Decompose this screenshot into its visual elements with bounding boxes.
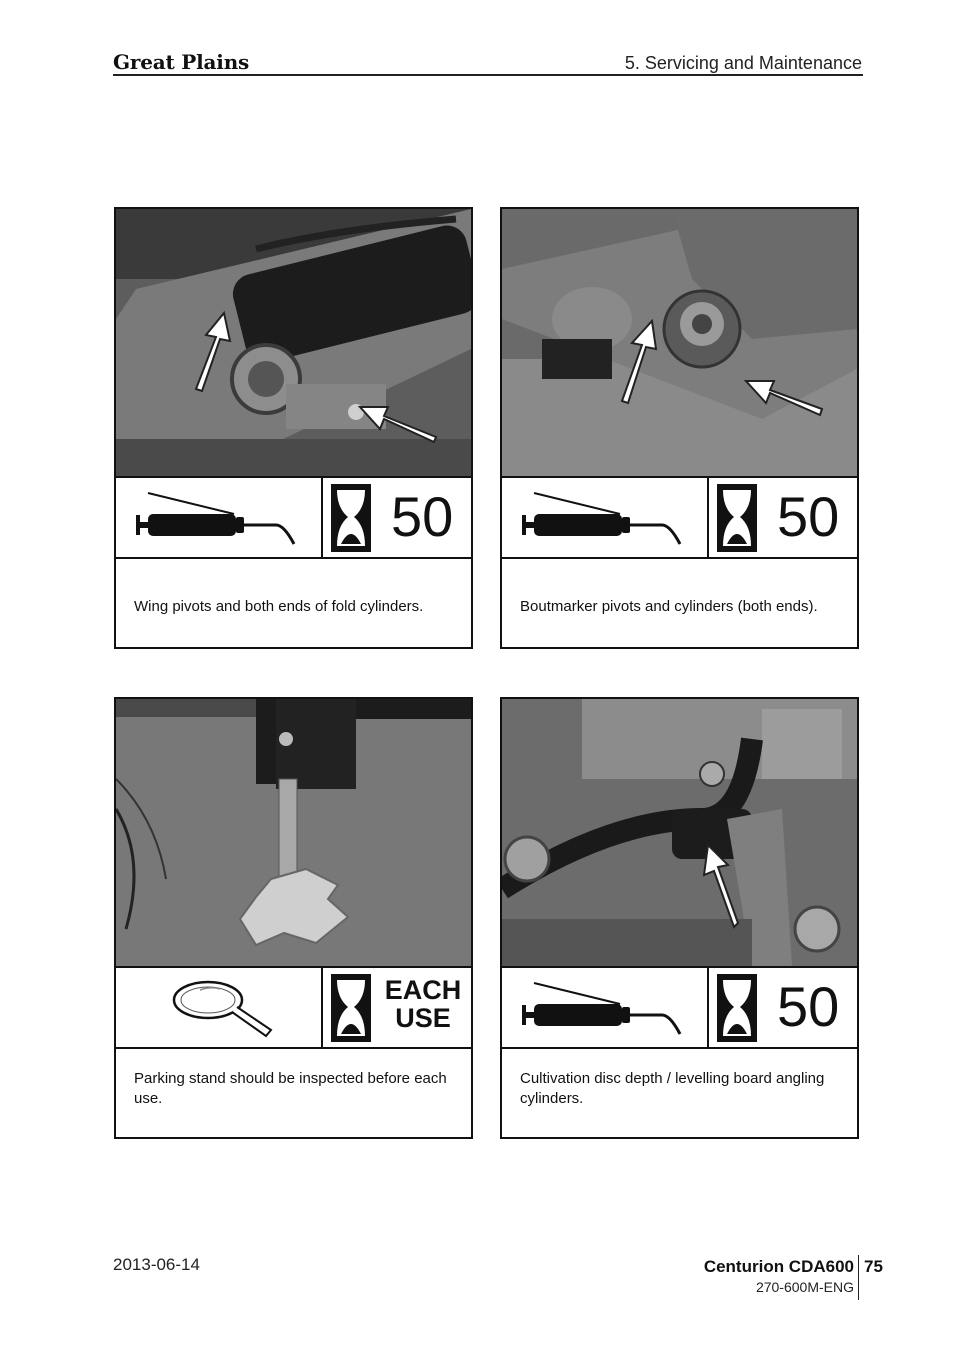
action-icon-cell [502, 478, 709, 557]
wing-pivot-photo [116, 209, 471, 478]
action-icon-cell [116, 478, 323, 557]
interval-cell [709, 968, 857, 1047]
page-number: 75 [864, 1257, 883, 1276]
action-icon-cell [502, 968, 709, 1047]
interval-cell [323, 478, 471, 557]
interval-row [116, 968, 471, 1049]
interval-row [116, 478, 471, 559]
action-icon-cell [116, 968, 323, 1047]
interval-row [502, 968, 857, 1049]
grease-gun-icon [502, 968, 707, 1047]
levelling-cylinder-photo [502, 699, 857, 968]
footer-model: Centurion CDA600 [703, 1257, 854, 1276]
interval-line-2: USE [395, 1003, 451, 1033]
interval-cell [323, 968, 471, 1047]
card-description: Boutmarker pivots and cylinders (both ends). [520, 598, 818, 615]
footer-vertical-rule [858, 1255, 859, 1300]
parking-stand-photo [116, 699, 471, 968]
interval-line-1: EACH [384, 975, 462, 1005]
hourglass-icon [331, 974, 371, 1042]
hourglass-icon [331, 484, 371, 552]
interval-hours: 50 [777, 975, 840, 1038]
maintenance-card-boutmarker [500, 207, 859, 649]
card-description: Wing pivots and both ends of fold cylinders. [134, 598, 424, 615]
interval-row [502, 478, 857, 559]
hourglass-icon [717, 484, 757, 552]
magnifying-glass-icon [116, 968, 321, 1047]
maintenance-card-parking-stand [114, 697, 473, 1139]
footer-doc-code: 270-600M-ENG [755, 1279, 854, 1295]
footer-date: 2013-06-14 [113, 1255, 200, 1274]
header-section-title: 5. Servicing and Maintenance [624, 53, 862, 73]
boutmarker-pivot-photo [502, 209, 857, 478]
header-brand: Great Plains [113, 50, 250, 74]
card-description: Cultivation disc depth / levelling board angling cylinders. [520, 1070, 825, 1107]
maintenance-card-levelling-cylinders [500, 697, 859, 1139]
maintenance-card-wing-pivots [114, 207, 473, 649]
header-rule [113, 74, 863, 76]
interval-cell [709, 478, 857, 557]
card-description: Parking stand should be inspected before each use. [134, 1070, 447, 1107]
interval-hours: 50 [391, 485, 454, 548]
hourglass-icon [717, 974, 757, 1042]
grease-gun-icon [116, 478, 321, 557]
interval-hours: 50 [777, 485, 840, 548]
interval-each-use [375, 976, 471, 1032]
grease-gun-icon [502, 478, 707, 557]
